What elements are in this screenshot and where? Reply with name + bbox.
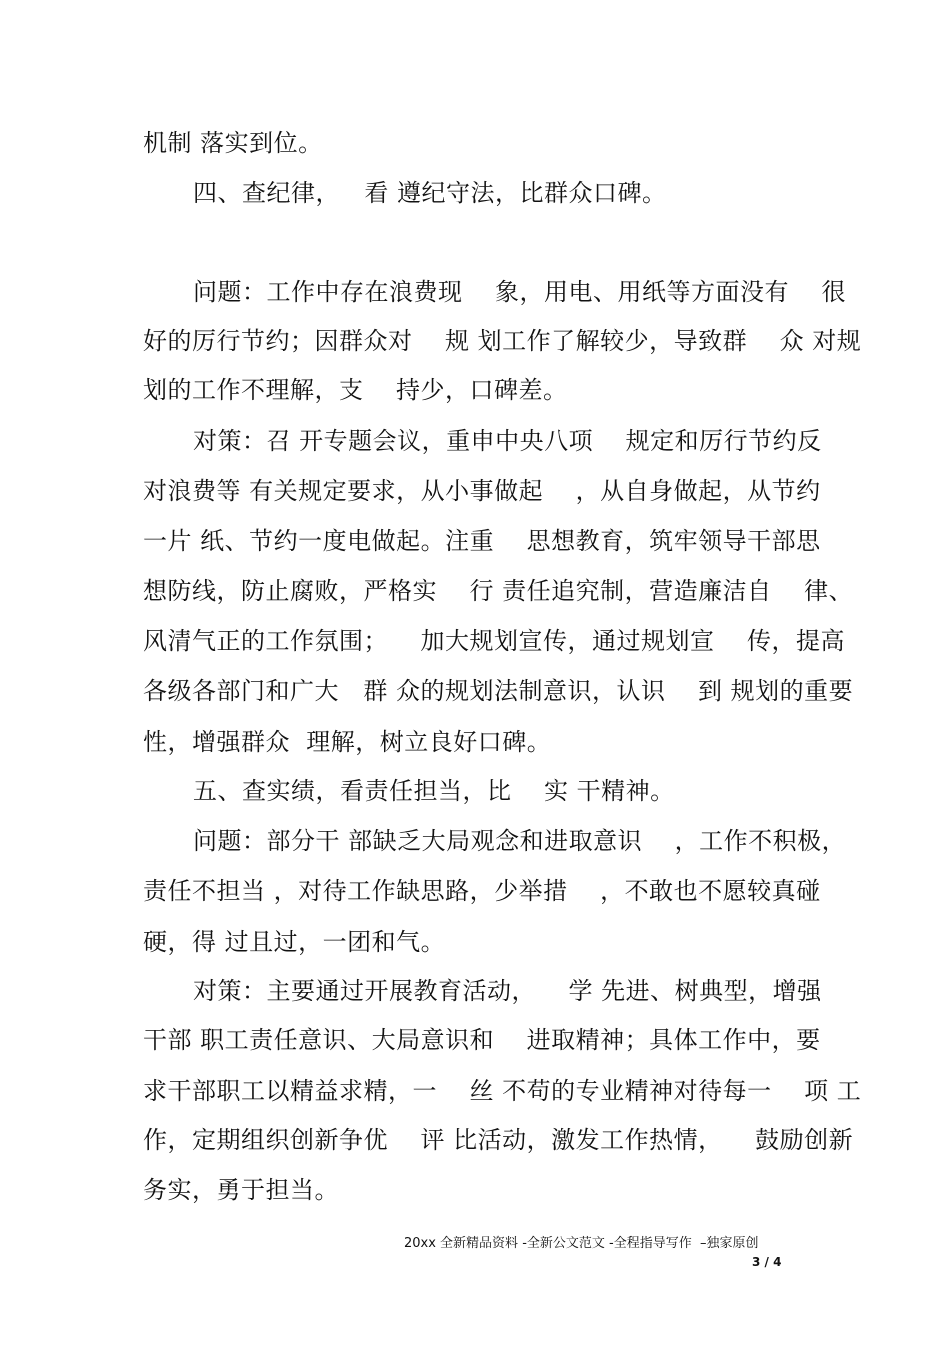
text-line: 一片 纸、节约一度电做起。注重 思想教育，筑牢领导干部思	[143, 527, 821, 555]
section-heading: 五、查实绩，看责任担当，比 实 干精神。	[193, 777, 675, 805]
section-heading: 四、查纪律， 看 遵纪守法，比群众口碑。	[193, 179, 667, 207]
page-footer: 20xx 全新精品资料 -全新公文范文 -全程指导写作 –独家原创	[404, 1236, 759, 1251]
text-line: 划的工作不理解，支 持少，口碑差。	[143, 376, 568, 404]
text-line: 作，定期组织创新争优 评 比活动，激发工作热情， 鼓励创新	[143, 1126, 854, 1154]
text-line: 好的厉行节约；因群众对 规 划工作了解较少，导致群 众 对规	[143, 327, 862, 355]
text-line: 风清气正的工作氛围； 加大规划宣传，通过规划宣 传，提高	[143, 627, 846, 655]
text-line: 求干部职工以精益求精，一 丝 不苟的专业精神对待每一 项 工	[143, 1077, 862, 1105]
text-line: 务实，勇于担当。	[143, 1176, 339, 1204]
text-line: 性，增强群众 理解，树立良好口碑。	[143, 728, 552, 756]
text-line: 责任不担当 ，对待工作缺思路，少举措 ，不敢也不愿较真碰	[143, 877, 821, 905]
text-line: 对策：召 开专题会议，重申中央八项 规定和厉行节约反	[193, 427, 822, 455]
text-line: 干部 职工责任意识、大局意识和 进取精神；具体工作中，要	[143, 1026, 821, 1054]
text-line: 想防线，防止腐败，严格实 行 责任追究制，营造廉洁自 律、	[143, 577, 854, 605]
text-line: 对浪费等 有关规定要求，从小事做起 ，从自身做起，从节约	[143, 477, 821, 505]
text-line: 问题：工作中存在浪费现 象，用电、用纸等方面没有 很	[193, 278, 847, 306]
page-number: 3 / 4	[752, 1255, 782, 1269]
text-line: 问题：部分干 部缺乏大局观念和进取意识 ，工作不积极，	[193, 827, 847, 855]
text-line: 硬，得 过且过，一团和气。	[143, 928, 446, 956]
text-line: 各级各部门和广大 群 众的规划法制意识，认识 到 规划的重要	[143, 677, 854, 705]
text-line: 对策：主要通过开展教育活动， 学 先进、树典型，增强	[193, 977, 822, 1005]
text-line: 机制 落实到位。	[143, 129, 323, 157]
